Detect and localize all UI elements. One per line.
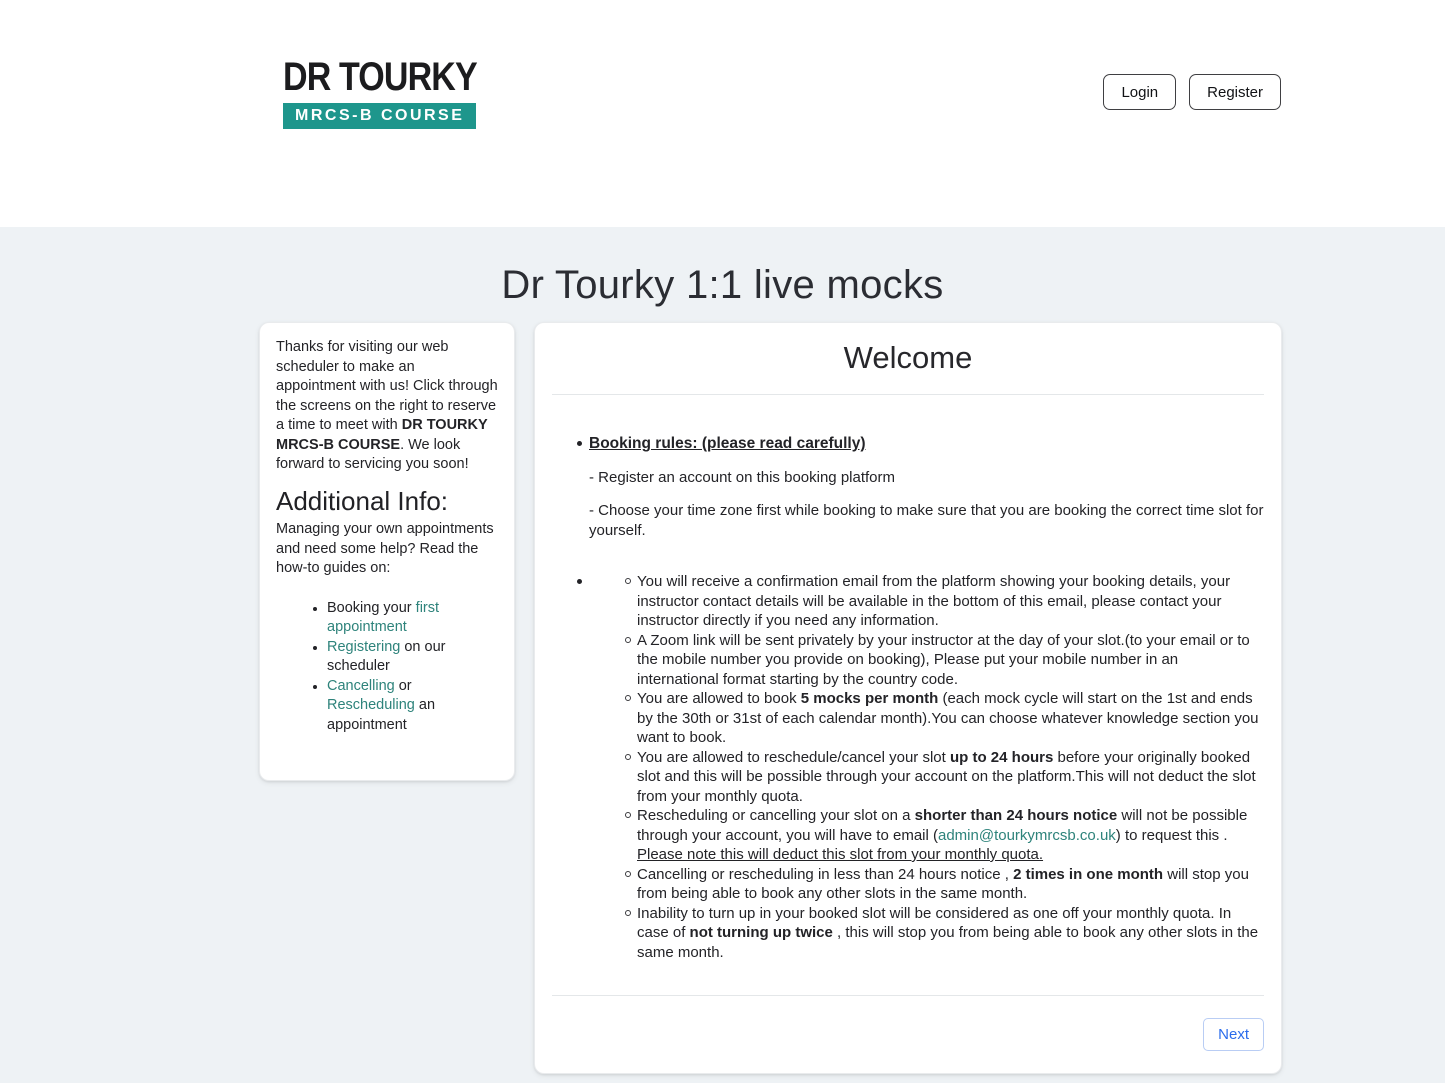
welcome-panel <box>534 322 1282 1074</box>
rule-no-show: Inability to turn up in your booked slot will be considered as one off your monthly quota. In case of not turning up twice , this will stop you from being able to book any other slots in the same month. <box>625 904 1264 963</box>
content-columns <box>259 322 1282 1074</box>
next-button-row <box>552 996 1264 1073</box>
rule-paragraph-timezone: - Choose your time zone first while booking to make sure that you are booking the correct time slot for yourself. <box>589 502 1264 539</box>
booking-rules-section <box>552 395 1264 962</box>
rules-outer-list <box>577 434 1264 962</box>
auth-buttons <box>1103 74 1281 110</box>
welcome-heading: Welcome <box>843 340 973 375</box>
next-button[interactable]: Next <box>1203 1018 1264 1051</box>
logo-subtitle-badge: MRCS-B COURSE <box>283 103 476 129</box>
rescheduling-link[interactable]: Rescheduling <box>327 697 415 713</box>
additional-info-heading: Additional Info: <box>276 485 449 516</box>
cancelling-link[interactable]: Cancelling <box>327 677 395 694</box>
first-appointment-link[interactable]: first appointment <box>327 599 440 635</box>
sidebar-intro-text: Thanks for visiting our web scheduler to make an appointment with us! Click through the screens on the right to reserve a time to meet with DR TOURKY MRCS-B COURSE. We look forward to servicing you soon! <box>276 339 498 472</box>
register-button[interactable]: Register <box>1189 74 1281 110</box>
rules-inner-list <box>589 572 1264 962</box>
guide-item-booking: Booking your first appointment <box>313 599 498 638</box>
rule-reschedule-24h: You are allowed to reschedule/cancel your slot up to 24 hours before your originally booked slot and this will be possible through your account on the platform.This will not deduct the slot from your monthly quota. <box>625 748 1264 807</box>
guide-item-registering: Registering on our scheduler <box>313 638 498 677</box>
rule-confirmation-email: You will receive a confirmation email from the platform showing your booking details, your instructor contact details will be available in the bottom of this email, please contact your instructor directly if you need any information. <box>625 572 1264 631</box>
info-sidebar <box>259 322 515 781</box>
logo-wordmark: DR TOURKY <box>283 55 477 99</box>
admin-email-link[interactable]: admin@tourkymrcsb.co.uk <box>938 826 1116 844</box>
guide-item-cancelling: Cancelling or Rescheduling an appointment <box>313 677 498 736</box>
booking-rules-item <box>577 434 1264 540</box>
how-to-guides-list <box>276 599 498 736</box>
site-header <box>0 0 1445 227</box>
booking-rules-title: Booking rules: (please read carefully) <box>589 435 866 452</box>
rule-zoom-link: A Zoom link will be sent privately by your instructor at the day of your slot.(to your email or to the mobile number you provide on booking), Please put your mobile number in an international format starting by the country code. <box>625 631 1264 690</box>
page-title: Dr Tourky 1:1 live mocks <box>501 263 944 307</box>
rule-monthly-quota: You are allowed to book 5 mocks per month (each mock cycle will start on the 1st and ends by the 30th or 31st of each calendar month).You can choose whatever knowledge section you want to book. <box>625 689 1264 748</box>
sidebar-help-text: Managing your own appointments and need some help? Read the how-to guides on: <box>276 521 494 576</box>
panel-footer <box>552 995 1264 1073</box>
rule-paragraph-register: - Register an account on this booking platform <box>589 468 895 486</box>
rule-short-notice: Rescheduling or cancelling your slot on a shorter than 24 hours notice will not be possible through your account, you will have to email (admin@tourkymrcsb.co.uk) to request this . Please note this will deduct this slot from your monthly quota. <box>625 806 1264 865</box>
registering-link[interactable]: Registering <box>327 638 401 655</box>
login-button[interactable]: Login <box>1103 74 1176 110</box>
rule-two-times: Cancelling or rescheduling in less than 24 hours notice , 2 times in one month will stop you from being able to book any other slots in the same month. <box>625 865 1264 904</box>
logo <box>283 57 511 129</box>
rules-sublist-item <box>577 572 1264 962</box>
